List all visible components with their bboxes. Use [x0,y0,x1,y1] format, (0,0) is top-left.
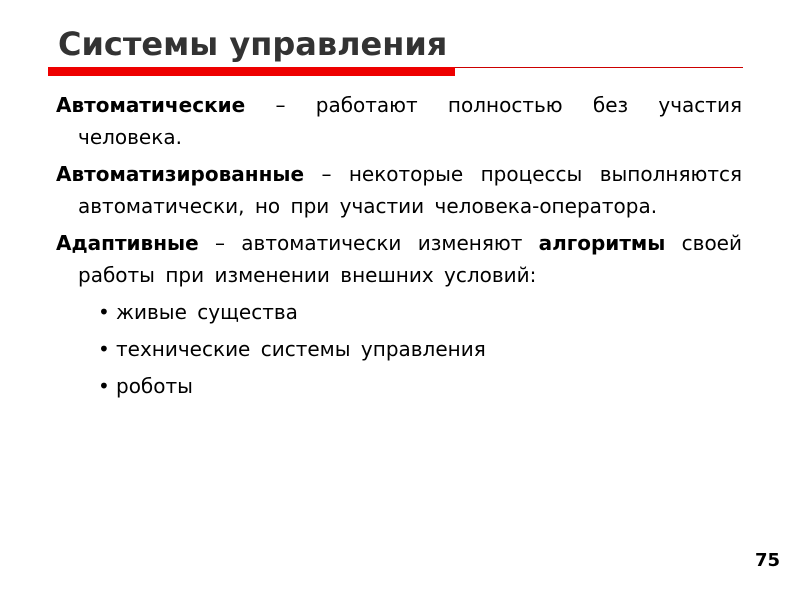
list-item [98,333,742,365]
term-automatic: Автоматические [56,93,246,117]
slide-title: Системы управления [58,25,448,63]
examples-list [56,296,742,402]
definition-adaptive [56,227,742,291]
list-item [98,296,742,328]
list-item-text: технические системы управления [116,337,486,361]
definition-automated-text: – некоторые процессы выполняются автоматически, но при участии человека-оператора. [78,162,742,218]
list-item [98,370,742,402]
definition-adaptive-text-after: своей работы при изменении внешних условий: [78,231,742,287]
definition-automatic-text: – работают полностью без участия человека. [78,93,742,149]
bullet-icon: • [98,300,110,324]
definition-adaptive-text-before: – автоматически изменяют [198,231,539,255]
page-number: 75 [754,550,780,571]
term-adaptive: Адаптивные [56,231,199,255]
slide-body [56,89,742,407]
bullet-icon: • [98,337,110,361]
title-underline-thin [455,67,743,68]
title-underline-accent [48,67,455,76]
list-item-text: роботы [116,374,193,398]
definition-automated [56,158,742,222]
list-item-text: живые существа [116,300,298,324]
definition-automatic [56,89,742,153]
bullet-icon: • [98,374,110,398]
term-automated: Автоматизированные [56,162,305,186]
emphasis-algorithms: алгоритмы [538,231,666,255]
